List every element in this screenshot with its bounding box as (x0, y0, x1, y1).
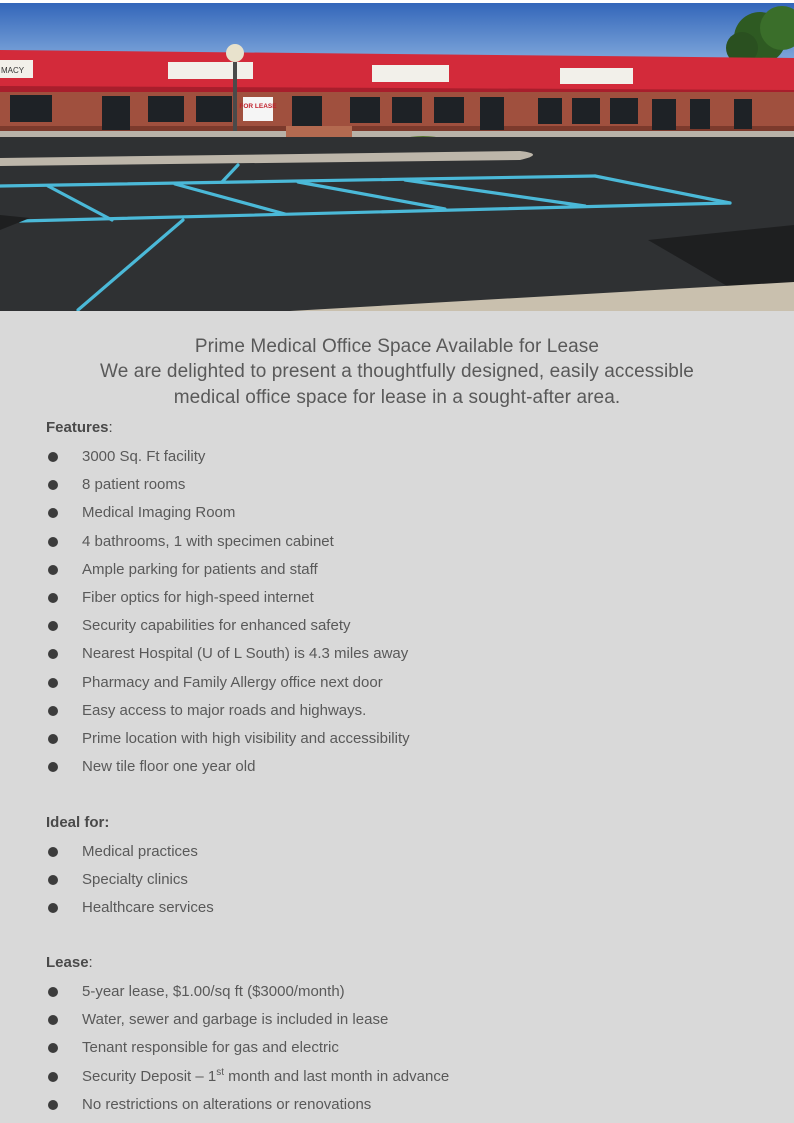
lease-heading: Lease: (46, 954, 93, 971)
bullet-icon (48, 452, 58, 462)
bullet-icon (48, 1043, 58, 1053)
features-heading: Features: (46, 419, 113, 436)
ideal-for-list (0, 843, 794, 928)
bullet-icon (48, 1072, 58, 1082)
bullet-icon (48, 762, 58, 772)
list-item: Medical practices (0, 843, 794, 871)
bullet-icon (48, 706, 58, 716)
list-item: 4 bathrooms, 1 with specimen cabinet (0, 533, 794, 561)
list-item: No restrictions on alterations or renovations (0, 1096, 794, 1123)
bullet-icon (48, 1100, 58, 1110)
list-item: Pharmacy and Family Allergy office next door (0, 674, 794, 702)
bullet-icon (48, 649, 58, 659)
roof-sign-text: MACY (1, 66, 25, 75)
list-item: 5-year lease, $1.00/sq ft ($3000/month) (0, 983, 794, 1011)
for-lease-sign: FOR LEASE (239, 103, 277, 110)
list-item (0, 1068, 794, 1096)
listing-title: Prime Medical Office Space Available for Lease (194, 336, 600, 357)
list-item: Prime location with high visibility and accessibility (0, 730, 794, 758)
ideal-for-heading: Ideal for: (46, 814, 110, 831)
bullet-icon (48, 678, 58, 688)
list-item: Water, sewer and garbage is included in lease (0, 1011, 794, 1039)
list-item: Specialty clinics (0, 871, 794, 899)
bullet-icon (48, 875, 58, 885)
list-item: 3000 Sq. Ft facility (0, 448, 794, 476)
bullet-icon (48, 847, 58, 857)
property-photo (0, 0, 794, 311)
bullet-icon (48, 508, 58, 518)
listing-intro-line-1: We are delighted to present a thoughtfully designed, easily accessible (100, 361, 694, 382)
bullet-icon (48, 621, 58, 631)
list-item: Easy access to major roads and highways. (0, 702, 794, 730)
list-item: Healthcare services (0, 899, 794, 927)
list-item: Tenant responsible for gas and electric (0, 1039, 794, 1067)
list-item: Medical Imaging Room (0, 504, 794, 532)
bullet-icon (48, 593, 58, 603)
list-item: Ample parking for patients and staff (0, 561, 794, 589)
bullet-icon (48, 480, 58, 490)
security-deposit-text: Security Deposit – 1st month and last month in advance (82, 1066, 450, 1085)
lease-terms-list (0, 983, 794, 1123)
bullet-icon (48, 987, 58, 997)
listing-intro-line-2: medical office space for lease in a sought-after area. (173, 387, 621, 408)
list-item: New tile floor one year old (0, 758, 794, 786)
bullet-icon (48, 537, 58, 547)
features-list (0, 448, 794, 786)
list-item: 8 patient rooms (0, 476, 794, 504)
bullet-icon (48, 903, 58, 913)
bullet-icon (48, 1015, 58, 1025)
list-item: Fiber optics for high-speed internet (0, 589, 794, 617)
bullet-icon (48, 734, 58, 744)
bullet-icon (48, 565, 58, 575)
listing-content (0, 311, 794, 1123)
list-item: Security capabilities for enhanced safety (0, 617, 794, 645)
list-item: Nearest Hospital (U of L South) is 4.3 miles away (0, 645, 794, 673)
